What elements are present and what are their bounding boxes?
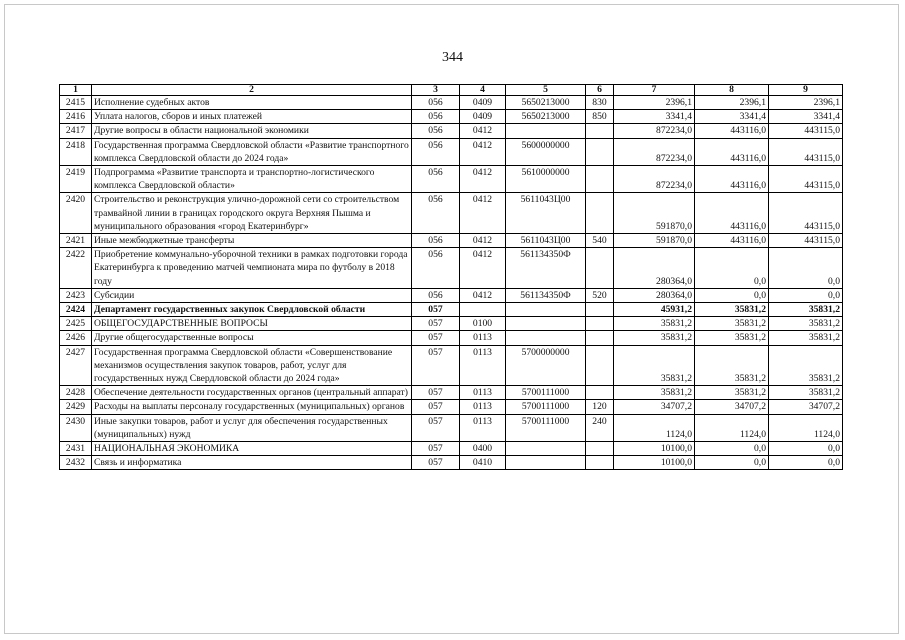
- amount-year1-cell: 591870,0: [614, 193, 695, 234]
- section-code-cell: 0113: [460, 345, 506, 386]
- row-number-cell: 2429: [60, 400, 92, 414]
- row-number-cell: 2428: [60, 386, 92, 400]
- expense-type-cell: [586, 124, 614, 138]
- amount-year1-cell: 872234,0: [614, 138, 695, 165]
- item-name-cell: НАЦИОНАЛЬНАЯ ЭКОНОМИКА: [92, 442, 412, 456]
- table-row: [60, 442, 843, 456]
- target-article-cell: [506, 331, 586, 345]
- row-number-cell: 2416: [60, 110, 92, 124]
- target-article-cell: [506, 456, 586, 470]
- section-code-cell: 0113: [460, 331, 506, 345]
- amount-year1-cell: 35831,2: [614, 331, 695, 345]
- target-article-cell: 5611043Ц00: [506, 234, 586, 248]
- amount-year3-cell: 35831,2: [769, 331, 843, 345]
- target-article-cell: [506, 317, 586, 331]
- dept-code-cell: 057: [412, 303, 460, 317]
- target-article-cell: [506, 442, 586, 456]
- amount-year3-cell: 0,0: [769, 442, 843, 456]
- target-article-cell: 5611043Ц00: [506, 193, 586, 234]
- amount-year3-cell: 443115,0: [769, 166, 843, 193]
- section-code-cell: 0412: [460, 248, 506, 289]
- row-number-cell: 2424: [60, 303, 92, 317]
- item-name-cell: Уплата налогов, сборов и иных платежей: [92, 110, 412, 124]
- amount-year2-cell: 443116,0: [695, 138, 769, 165]
- amount-year2-cell: 35831,2: [695, 317, 769, 331]
- item-name-cell: Связь и информатика: [92, 456, 412, 470]
- target-article-cell: [506, 303, 586, 317]
- table-row: [60, 96, 843, 110]
- target-article-cell: [506, 124, 586, 138]
- amount-year1-cell: 35831,2: [614, 345, 695, 386]
- item-name-cell: Обеспечение деятельности государственных органов (центральный аппарат): [92, 386, 412, 400]
- amount-year3-cell: 443115,0: [769, 124, 843, 138]
- amount-year1-cell: 35831,2: [614, 317, 695, 331]
- section-code-cell: 0412: [460, 288, 506, 302]
- amount-year3-cell: 35831,2: [769, 386, 843, 400]
- amount-year2-cell: 443116,0: [695, 166, 769, 193]
- dept-code-cell: 057: [412, 345, 460, 386]
- dept-code-cell: 056: [412, 166, 460, 193]
- expense-type-cell: [586, 331, 614, 345]
- expense-type-cell: 850: [586, 110, 614, 124]
- column-header: 3: [412, 85, 460, 96]
- amount-year3-cell: 0,0: [769, 248, 843, 289]
- amount-year1-cell: 35831,2: [614, 386, 695, 400]
- table-row: [60, 303, 843, 317]
- amount-year1-cell: 280364,0: [614, 288, 695, 302]
- table-row: [60, 345, 843, 386]
- expense-type-cell: 120: [586, 400, 614, 414]
- amount-year3-cell: 3341,4: [769, 110, 843, 124]
- expense-type-cell: [586, 386, 614, 400]
- amount-year3-cell: 0,0: [769, 456, 843, 470]
- table-body: [60, 96, 843, 470]
- section-code-cell: 0412: [460, 138, 506, 165]
- amount-year1-cell: 3341,4: [614, 110, 695, 124]
- item-name-cell: Иные межбюджетные трансферты: [92, 234, 412, 248]
- amount-year2-cell: 443116,0: [695, 124, 769, 138]
- table-row: [60, 414, 843, 441]
- item-name-cell: Строительство и реконструкция улично-дорожной сети со строительством трамвайной линии в границах городского округа Верхняя Пышма и муниципального образования «город Екатеринбург»: [92, 193, 412, 234]
- amount-year3-cell: 35831,2: [769, 303, 843, 317]
- section-code-cell: 0412: [460, 124, 506, 138]
- amount-year2-cell: 0,0: [695, 456, 769, 470]
- amount-year1-cell: 872234,0: [614, 166, 695, 193]
- section-code-cell: 0412: [460, 234, 506, 248]
- amount-year2-cell: 35831,2: [695, 331, 769, 345]
- dept-code-cell: 057: [412, 317, 460, 331]
- amount-year2-cell: 35831,2: [695, 386, 769, 400]
- dept-code-cell: 056: [412, 138, 460, 165]
- table-row: [60, 166, 843, 193]
- amount-year2-cell: 0,0: [695, 288, 769, 302]
- dept-code-cell: 057: [412, 386, 460, 400]
- target-article-cell: 5650213000: [506, 96, 586, 110]
- row-number-cell: 2431: [60, 442, 92, 456]
- table-row: [60, 234, 843, 248]
- dept-code-cell: 056: [412, 124, 460, 138]
- expense-type-cell: 830: [586, 96, 614, 110]
- budget-table: [59, 84, 843, 470]
- row-number-cell: 2422: [60, 248, 92, 289]
- table-row: [60, 317, 843, 331]
- row-number-cell: 2426: [60, 331, 92, 345]
- amount-year1-cell: 45931,2: [614, 303, 695, 317]
- item-name-cell: Подпрограмма «Развитие транспорта и транспортно-логистического комплекса Свердловской области»: [92, 166, 412, 193]
- amount-year1-cell: 280364,0: [614, 248, 695, 289]
- amount-year2-cell: 3341,4: [695, 110, 769, 124]
- section-code-cell: 0412: [460, 166, 506, 193]
- amount-year2-cell: 35831,2: [695, 345, 769, 386]
- amount-year1-cell: 34707,2: [614, 400, 695, 414]
- section-code-cell: 0400: [460, 442, 506, 456]
- item-name-cell: Расходы на выплаты персоналу государственных (муниципальных) органов: [92, 400, 412, 414]
- section-code-cell: [460, 303, 506, 317]
- row-number-cell: 2430: [60, 414, 92, 441]
- column-header: 8: [695, 85, 769, 96]
- target-article-cell: 5600000000: [506, 138, 586, 165]
- table-row: [60, 124, 843, 138]
- row-number-cell: 2423: [60, 288, 92, 302]
- amount-year2-cell: 2396,1: [695, 96, 769, 110]
- expense-type-cell: 520: [586, 288, 614, 302]
- table-row: [60, 110, 843, 124]
- item-name-cell: Департамент государственных закупок Свердловской области: [92, 303, 412, 317]
- expense-type-cell: [586, 345, 614, 386]
- dept-code-cell: 057: [412, 400, 460, 414]
- row-number-cell: 2419: [60, 166, 92, 193]
- dept-code-cell: 056: [412, 234, 460, 248]
- target-article-cell: 5610000000: [506, 166, 586, 193]
- item-name-cell: Государственная программа Свердловской области «Развитие транспортного комплекса Свердловской области до 2024 года»: [92, 138, 412, 165]
- amount-year3-cell: 0,0: [769, 288, 843, 302]
- expense-type-cell: [586, 166, 614, 193]
- section-code-cell: 0410: [460, 456, 506, 470]
- dept-code-cell: 056: [412, 96, 460, 110]
- table-row: [60, 331, 843, 345]
- column-header: 4: [460, 85, 506, 96]
- column-header: 5: [506, 85, 586, 96]
- target-article-cell: 5700111000: [506, 386, 586, 400]
- item-name-cell: Исполнение судебных актов: [92, 96, 412, 110]
- amount-year3-cell: 35831,2: [769, 317, 843, 331]
- amount-year2-cell: 443116,0: [695, 234, 769, 248]
- target-article-cell: 5700000000: [506, 345, 586, 386]
- section-code-cell: 0409: [460, 96, 506, 110]
- table-row: [60, 386, 843, 400]
- target-article-cell: 5650213000: [506, 110, 586, 124]
- amount-year3-cell: 35831,2: [769, 345, 843, 386]
- dept-code-cell: 057: [412, 414, 460, 441]
- amount-year3-cell: 443115,0: [769, 234, 843, 248]
- item-name-cell: Приобретение коммунально-уборочной техники в рамках подготовки города Екатеринбурга к проведению матчей чемпионата мира по футболу в 2018 году: [92, 248, 412, 289]
- expense-type-cell: [586, 248, 614, 289]
- row-number-cell: 2417: [60, 124, 92, 138]
- row-number-cell: 2421: [60, 234, 92, 248]
- amount-year1-cell: 10100,0: [614, 456, 695, 470]
- expense-type-cell: [586, 138, 614, 165]
- item-name-cell: Субсидии: [92, 288, 412, 302]
- item-name-cell: ОБЩЕГОСУДАРСТВЕННЫЕ ВОПРОСЫ: [92, 317, 412, 331]
- table-row: [60, 193, 843, 234]
- table-row: [60, 248, 843, 289]
- dept-code-cell: 057: [412, 456, 460, 470]
- target-article-cell: 561134350Ф: [506, 288, 586, 302]
- dept-code-cell: 057: [412, 442, 460, 456]
- amount-year1-cell: 872234,0: [614, 124, 695, 138]
- amount-year1-cell: 591870,0: [614, 234, 695, 248]
- expense-type-cell: 540: [586, 234, 614, 248]
- column-header: 2: [92, 85, 412, 96]
- amount-year1-cell: 1124,0: [614, 414, 695, 441]
- dept-code-cell: 056: [412, 110, 460, 124]
- column-header: 7: [614, 85, 695, 96]
- row-number-cell: 2432: [60, 456, 92, 470]
- expense-type-cell: 240: [586, 414, 614, 441]
- item-name-cell: Другие общегосударственные вопросы: [92, 331, 412, 345]
- row-number-cell: 2418: [60, 138, 92, 165]
- amount-year3-cell: 1124,0: [769, 414, 843, 441]
- dept-code-cell: 057: [412, 331, 460, 345]
- section-code-cell: 0113: [460, 400, 506, 414]
- amount-year2-cell: 443116,0: [695, 193, 769, 234]
- amount-year2-cell: 1124,0: [695, 414, 769, 441]
- amount-year3-cell: 34707,2: [769, 400, 843, 414]
- table-row: [60, 456, 843, 470]
- item-name-cell: Государственная программа Свердловской области «Совершенствование механизмов осуществления закупок товаров, работ, услуг для государственных нужд Свердловской области до 2024 года»: [92, 345, 412, 386]
- target-article-cell: 561134350Ф: [506, 248, 586, 289]
- section-code-cell: 0113: [460, 386, 506, 400]
- header-row: [60, 85, 843, 96]
- item-name-cell: Иные закупки товаров, работ и услуг для обеспечения государственных (муниципальных) нужд: [92, 414, 412, 441]
- expense-type-cell: [586, 303, 614, 317]
- table-row: [60, 288, 843, 302]
- row-number-cell: 2420: [60, 193, 92, 234]
- amount-year3-cell: 443115,0: [769, 193, 843, 234]
- amount-year2-cell: 34707,2: [695, 400, 769, 414]
- amount-year2-cell: 35831,2: [695, 303, 769, 317]
- row-number-cell: 2415: [60, 96, 92, 110]
- dept-code-cell: 056: [412, 193, 460, 234]
- row-number-cell: 2427: [60, 345, 92, 386]
- amount-year2-cell: 0,0: [695, 248, 769, 289]
- amount-year2-cell: 0,0: [695, 442, 769, 456]
- target-article-cell: 5700111000: [506, 414, 586, 441]
- target-article-cell: 5700111000: [506, 400, 586, 414]
- amount-year3-cell: 2396,1: [769, 96, 843, 110]
- expense-type-cell: [586, 317, 614, 331]
- section-code-cell: 0100: [460, 317, 506, 331]
- column-header: 9: [769, 85, 843, 96]
- dept-code-cell: 056: [412, 248, 460, 289]
- section-code-cell: 0113: [460, 414, 506, 441]
- column-header: 6: [586, 85, 614, 96]
- row-number-cell: 2425: [60, 317, 92, 331]
- amount-year3-cell: 443115,0: [769, 138, 843, 165]
- page-number: 344: [442, 50, 463, 65]
- table-row: [60, 138, 843, 165]
- expense-type-cell: [586, 193, 614, 234]
- column-header: 1: [60, 85, 92, 96]
- item-name-cell: Другие вопросы в области национальной экономики: [92, 124, 412, 138]
- section-code-cell: 0412: [460, 193, 506, 234]
- amount-year1-cell: 2396,1: [614, 96, 695, 110]
- section-code-cell: 0409: [460, 110, 506, 124]
- expense-type-cell: [586, 442, 614, 456]
- dept-code-cell: 056: [412, 288, 460, 302]
- table-row: [60, 400, 843, 414]
- expense-type-cell: [586, 456, 614, 470]
- amount-year1-cell: 10100,0: [614, 442, 695, 456]
